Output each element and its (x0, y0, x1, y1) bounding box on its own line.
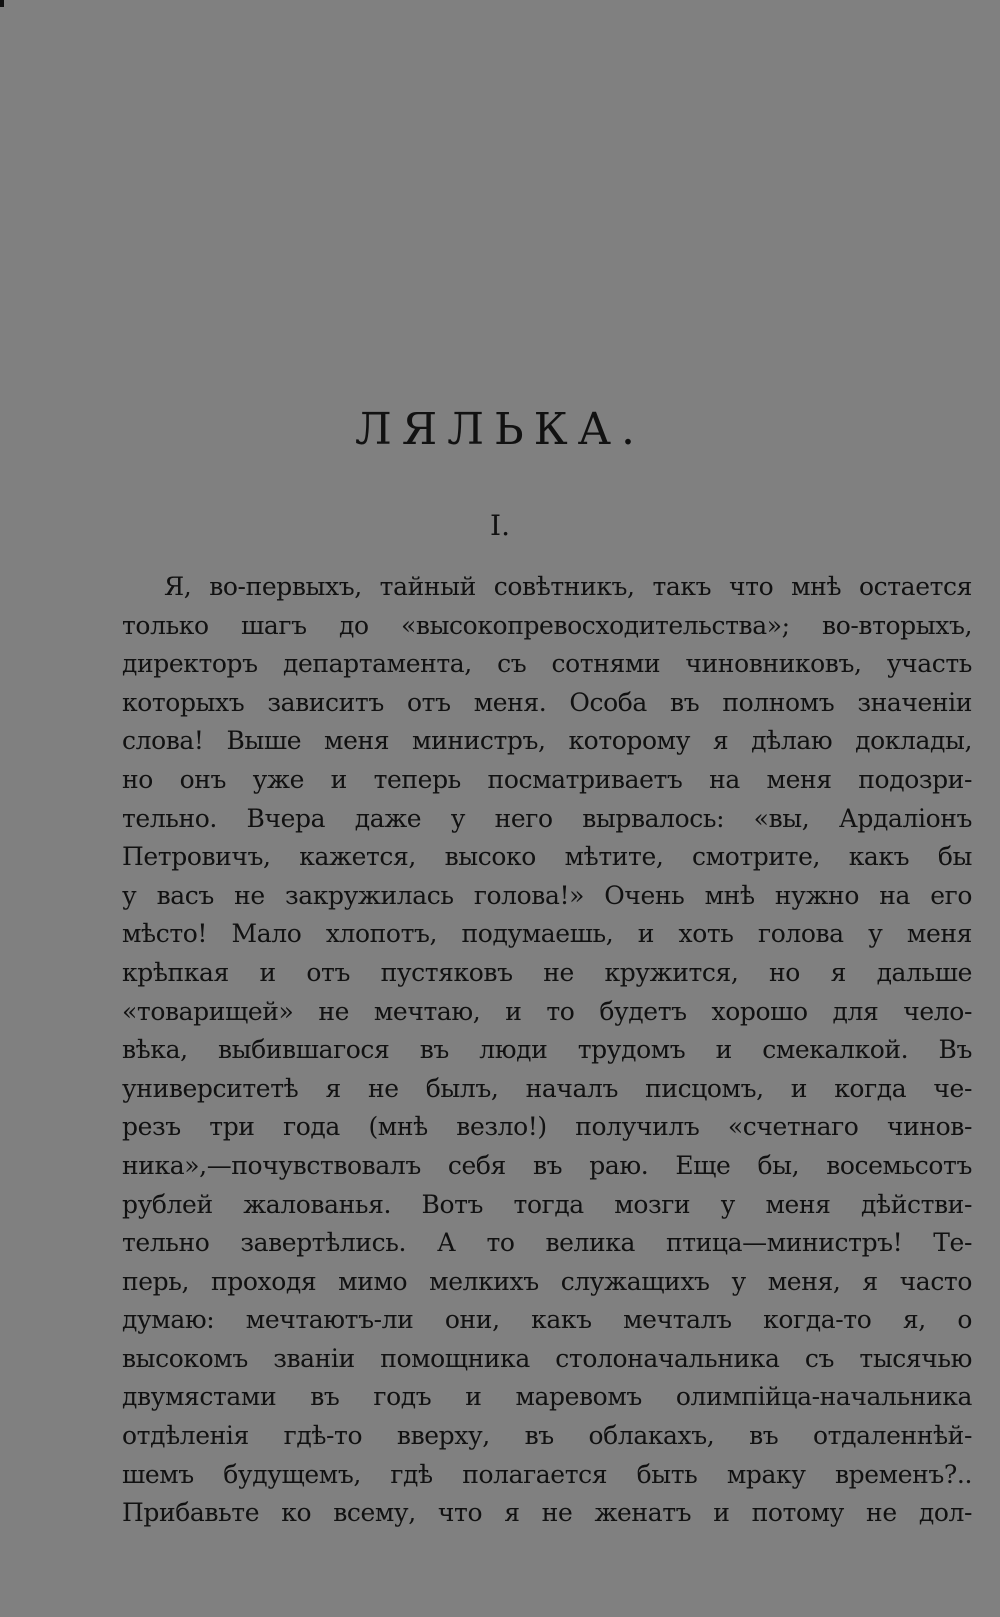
text-line: которыхъ зависитъ отъ меня. Особа въ полномъ значеніи (122, 687, 972, 717)
text-line: ника»,—почувствовалъ себя въ раю. Еще бы, восемьсотъ (122, 1150, 972, 1180)
text-line: Прибавьте ко всему, что я не женатъ и потому не дол- (122, 1498, 972, 1528)
text-line: крѣпкая и отъ пустяковъ не кружится, но я дальше (122, 957, 972, 987)
chapter-number: I. (490, 509, 510, 542)
text-line: тельно завертѣлись. А то велика птица—министръ! Те- (122, 1228, 972, 1258)
text-line: у васъ не закружилась голова!» Очень мнѣ нужно на его (122, 880, 972, 910)
text-line: только шагъ до «высокопревосходительства»; во-вторыхъ, (122, 610, 972, 640)
text-line: двумястами въ годъ и маревомъ олимпійца-начальника (122, 1382, 972, 1412)
body-text (122, 568, 972, 1533)
text-line: шемъ будущемъ, гдѣ полагается быть мраку временъ?.. (122, 1459, 972, 1489)
text-line: Я, во-первыхъ, тайный совѣтникъ, такъ что мнѣ остается (164, 572, 972, 601)
text-line: университетѣ я не былъ, началъ писцомъ, и когда че- (122, 1073, 972, 1103)
text-line: Петровичъ, кажется, высоко мѣтите, смотрите, какъ бы (122, 842, 972, 872)
scan-speck (0, 0, 4, 7)
text-line: слова! Выше меня министръ, которому я дѣлаю доклады, (122, 726, 972, 756)
text-line: но онъ уже и теперь посматриваетъ на меня подозри- (122, 764, 972, 794)
text-line: тельно. Вчера даже у него вырвалось: «вы, Ардаліонъ (122, 803, 972, 833)
text-line: перь, проходя мимо мелкихъ служащихъ у меня, я часто (122, 1266, 972, 1296)
text-line: отдѣленія гдѣ-то вверху, въ облакахъ, въ отдаленнѣй- (122, 1421, 972, 1451)
text-line: «товарищей» не мечтаю, и то будетъ хорошо для чело- (122, 996, 972, 1026)
text-line: думаю: мечтаютъ-ли они, какъ мечталъ когда-то я, о (122, 1305, 972, 1335)
text-line: резъ три года (мнѣ везло!) получилъ «счетнаго чинов- (122, 1112, 972, 1142)
story-title: ЛЯЛЬКА. (355, 404, 645, 455)
text-line: мѣсто! Мало хлопотъ, подумаешь, и хоть голова у меня (122, 919, 972, 949)
text-line: вѣка, выбившагося въ люди трудомъ и смекалкой. Въ (122, 1035, 972, 1065)
text-line: высокомъ званіи помощника столоначальника съ тысячью (122, 1343, 972, 1373)
text-line: рублей жалованья. Вотъ тогда мозги у меня дѣйстви- (122, 1189, 972, 1219)
text-line: директоръ департамента, съ сотнями чиновниковъ, участь (122, 649, 972, 679)
